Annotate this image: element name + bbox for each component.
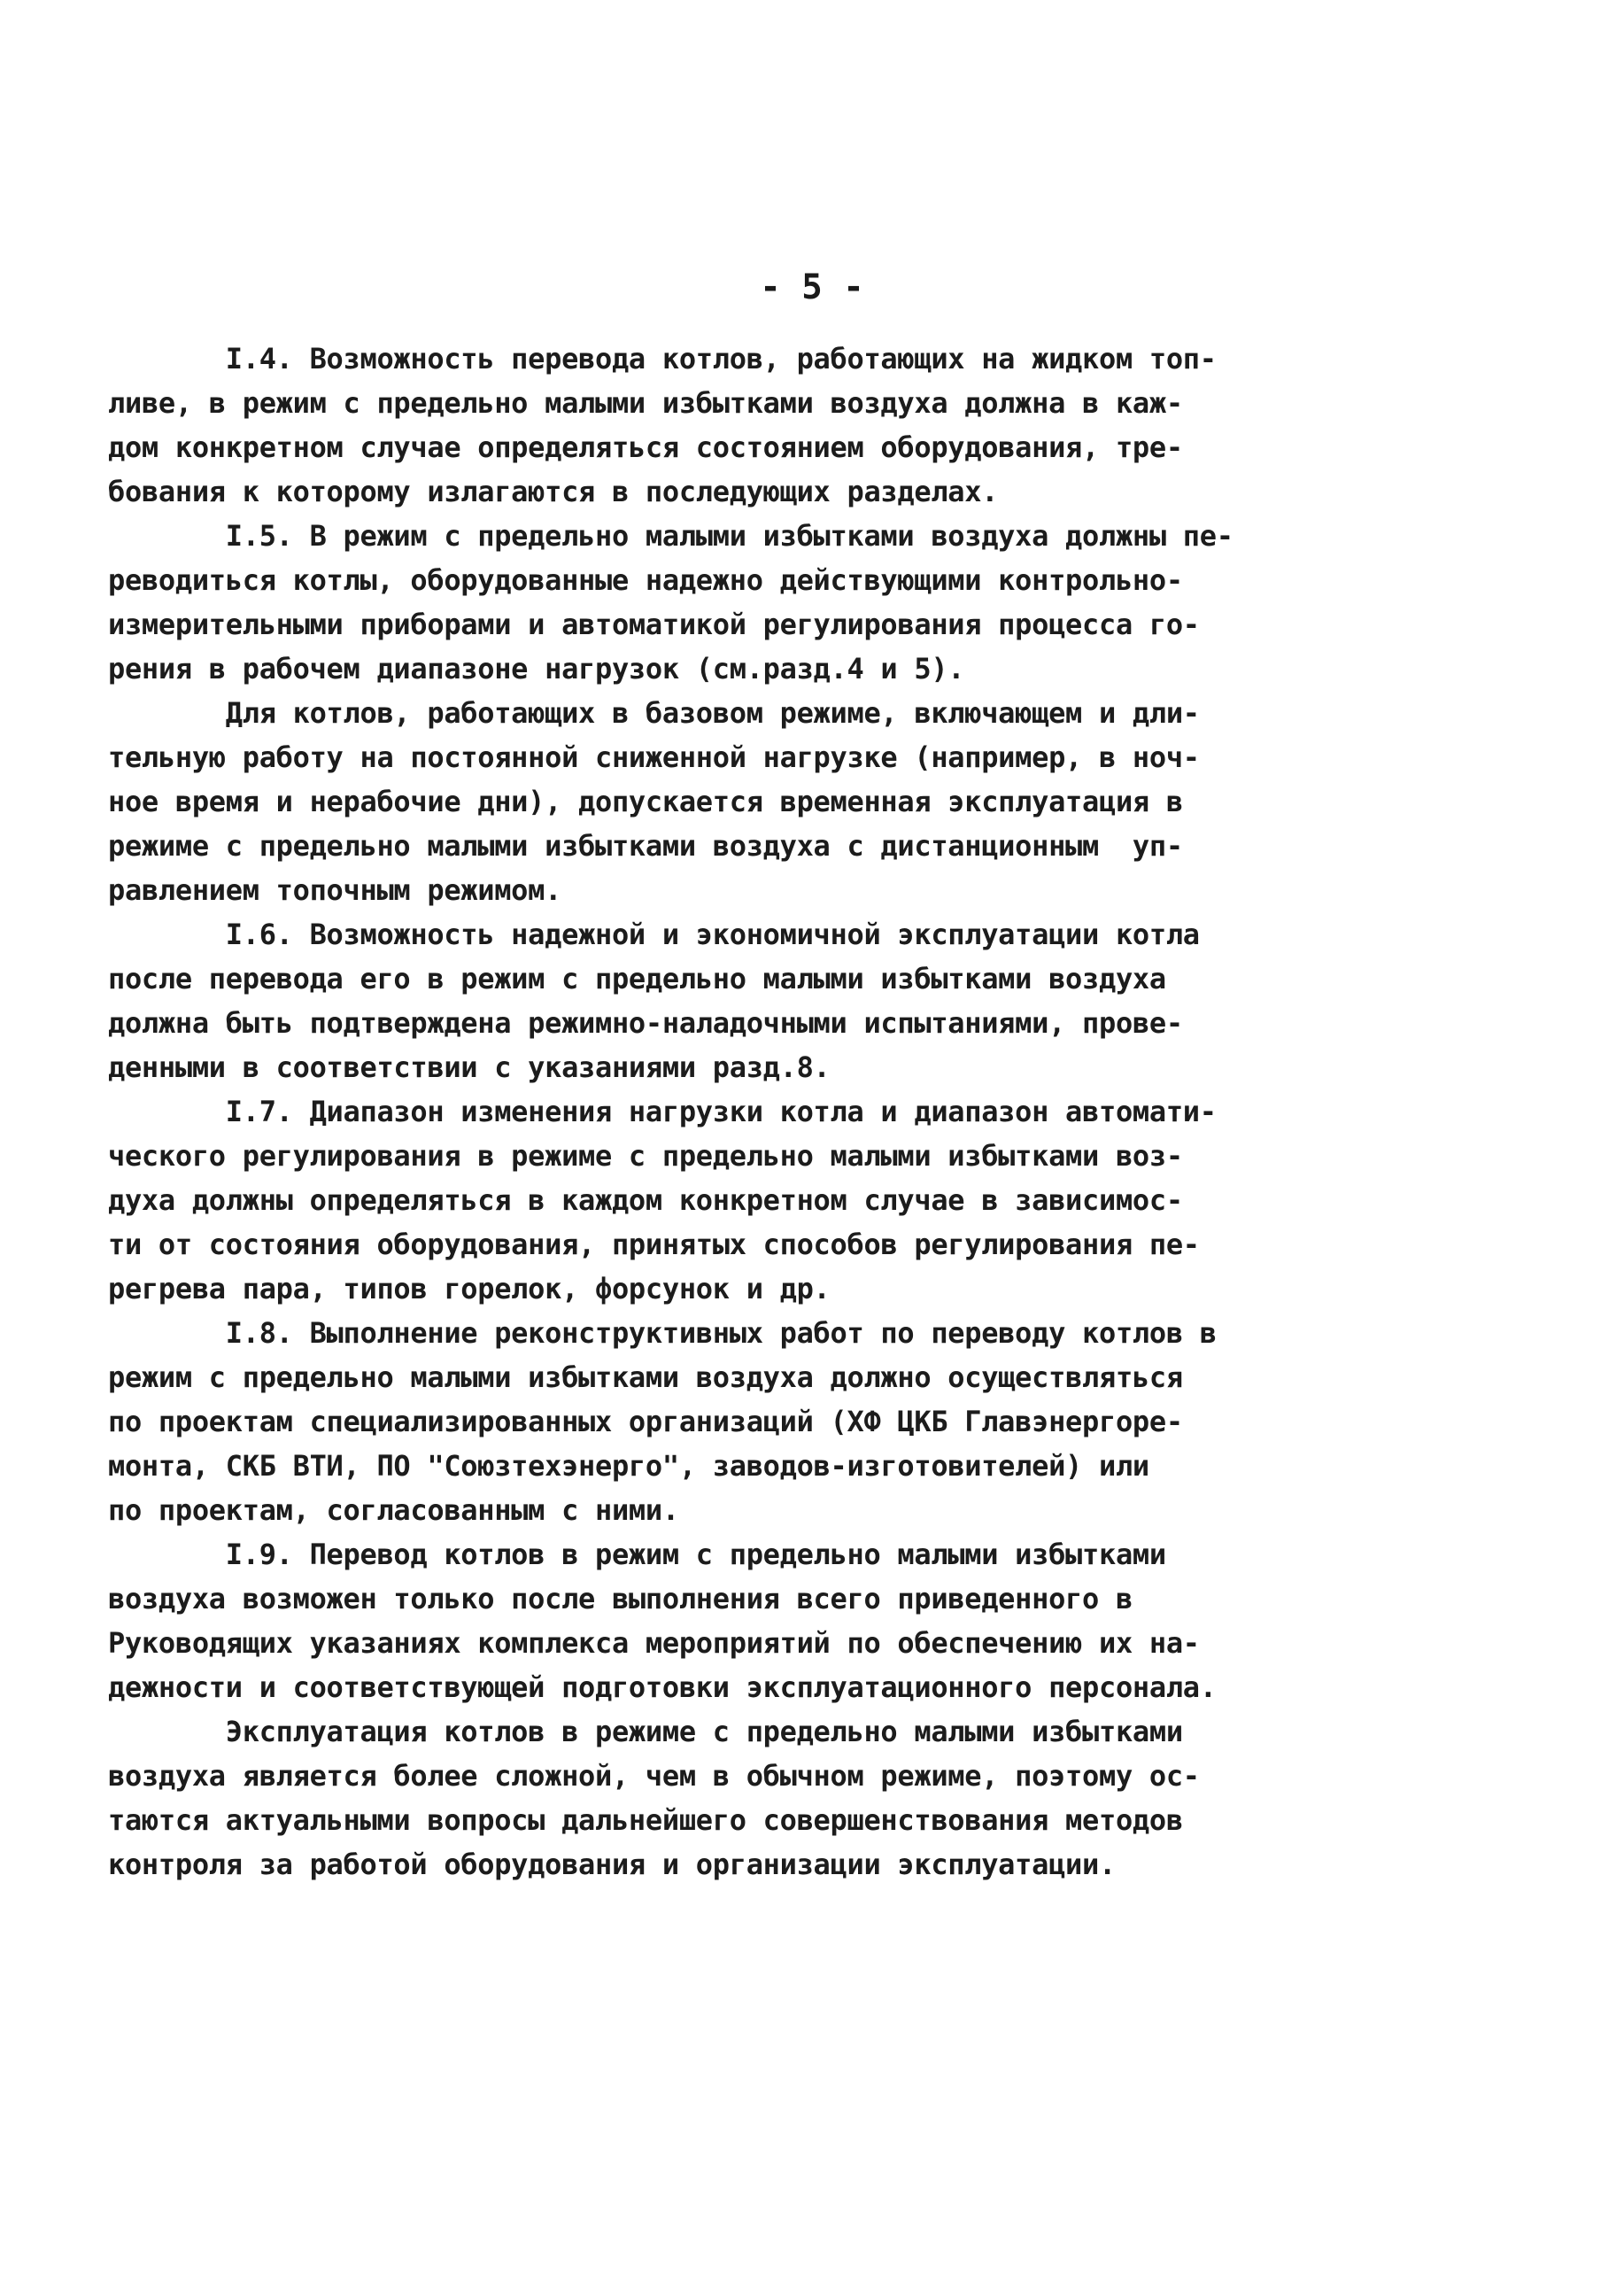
text-line: по проектам специализированных организаций (ХФ ЦКБ Главэнергоре- bbox=[108, 1405, 1183, 1438]
text-line: денными в соответствии с указаниями разд.8. bbox=[108, 1050, 831, 1084]
text-line: ное время и нерабочие дни), допускается временная эксплуатация в bbox=[108, 785, 1183, 818]
text-line: духа должны определяться в каждом конкретном случае в зависимос- bbox=[108, 1183, 1183, 1217]
text-line: контроля за работой оборудования и организации эксплуатации. bbox=[108, 1848, 1116, 1881]
text-line: реводиться котлы, оборудованные надежно действующими контрольно- bbox=[108, 563, 1183, 597]
text-line: Руководящих указаниях комплекса мероприятий по обеспечению их на- bbox=[108, 1626, 1200, 1660]
text-line: I.9. Перевод котлов в режим с предельно малыми избытками bbox=[108, 1538, 1166, 1571]
text-line: после перевода его в режим с предельно малыми избытками воздуха bbox=[108, 962, 1166, 996]
text-line: ческого регулирования в режиме с предельно малыми избытками воз- bbox=[108, 1139, 1183, 1173]
text-line: регрева пара, типов горелок, форсунок и др. bbox=[108, 1272, 831, 1306]
text-line: I.5. В режим с предельно малыми избытками воздуха должны пе- bbox=[108, 519, 1233, 553]
text-line: Эксплуатация котлов в режиме с предельно малыми избытками bbox=[108, 1715, 1183, 1748]
text-line: рения в рабочем диапазоне нагрузок (см.разд.4 и 5). bbox=[108, 652, 965, 686]
text-line: ти от состояния оборудования, принятых способов регулирования пе- bbox=[108, 1228, 1200, 1261]
text-line: ливе, в режим с предельно малыми избытками воздуха должна в каж- bbox=[108, 386, 1183, 420]
text-line: режим с предельно малыми избытками воздуха должно осуществляться bbox=[108, 1360, 1183, 1394]
text-line: воздуха является более сложной, чем в обычном режиме, поэтому ос- bbox=[108, 1759, 1200, 1793]
text-line: I.4. Возможность перевода котлов, работающих на жидком топ- bbox=[108, 342, 1217, 376]
text-line: дежности и соответствующей подготовки эксплуатационного персонала. bbox=[108, 1670, 1217, 1704]
text-line: должна быть подтверждена режимно-наладочными испытаниями, прове- bbox=[108, 1006, 1183, 1040]
body-text bbox=[108, 337, 1286, 1887]
page-number: - 5 - bbox=[760, 267, 864, 307]
text-line: тельную работу на постоянной сниженной нагрузке (например, в ноч- bbox=[108, 740, 1200, 774]
text-line: режиме с предельно малыми избытками воздуха с дистанционным уп- bbox=[108, 829, 1183, 863]
text-line: I.8. Выполнение реконструктивных работ по переводу котлов в bbox=[108, 1316, 1217, 1350]
text-line: I.6. Возможность надежной и экономичной эксплуатации котла bbox=[108, 918, 1200, 951]
text-line: равлением топочным режимом. bbox=[108, 873, 562, 907]
text-line: бования к которому излагаются в последующих разделах. bbox=[108, 475, 999, 508]
text-line: по проектам, согласованным с ними. bbox=[108, 1493, 679, 1527]
text-line: I.7. Диапазон изменения нагрузки котла и диапазон автомати- bbox=[108, 1095, 1217, 1128]
text-line: дом конкретном случае определяться состоянием оборудования, тре- bbox=[108, 430, 1183, 464]
text-line: воздуха возможен только после выполнения всего приведенного в bbox=[108, 1582, 1133, 1616]
text-line: таются актуальными вопросы дальнейшего совершенствования методов bbox=[108, 1803, 1183, 1837]
text-line: измерительными приборами и автоматикой регулирования процесса го- bbox=[108, 608, 1200, 641]
text-line: монта, СКБ ВТИ, ПО "Союзтехэнерго", заводов-изготовителей) или bbox=[108, 1449, 1149, 1483]
text-line: Для котлов, работающих в базовом режиме, включающем и дли- bbox=[108, 696, 1200, 730]
